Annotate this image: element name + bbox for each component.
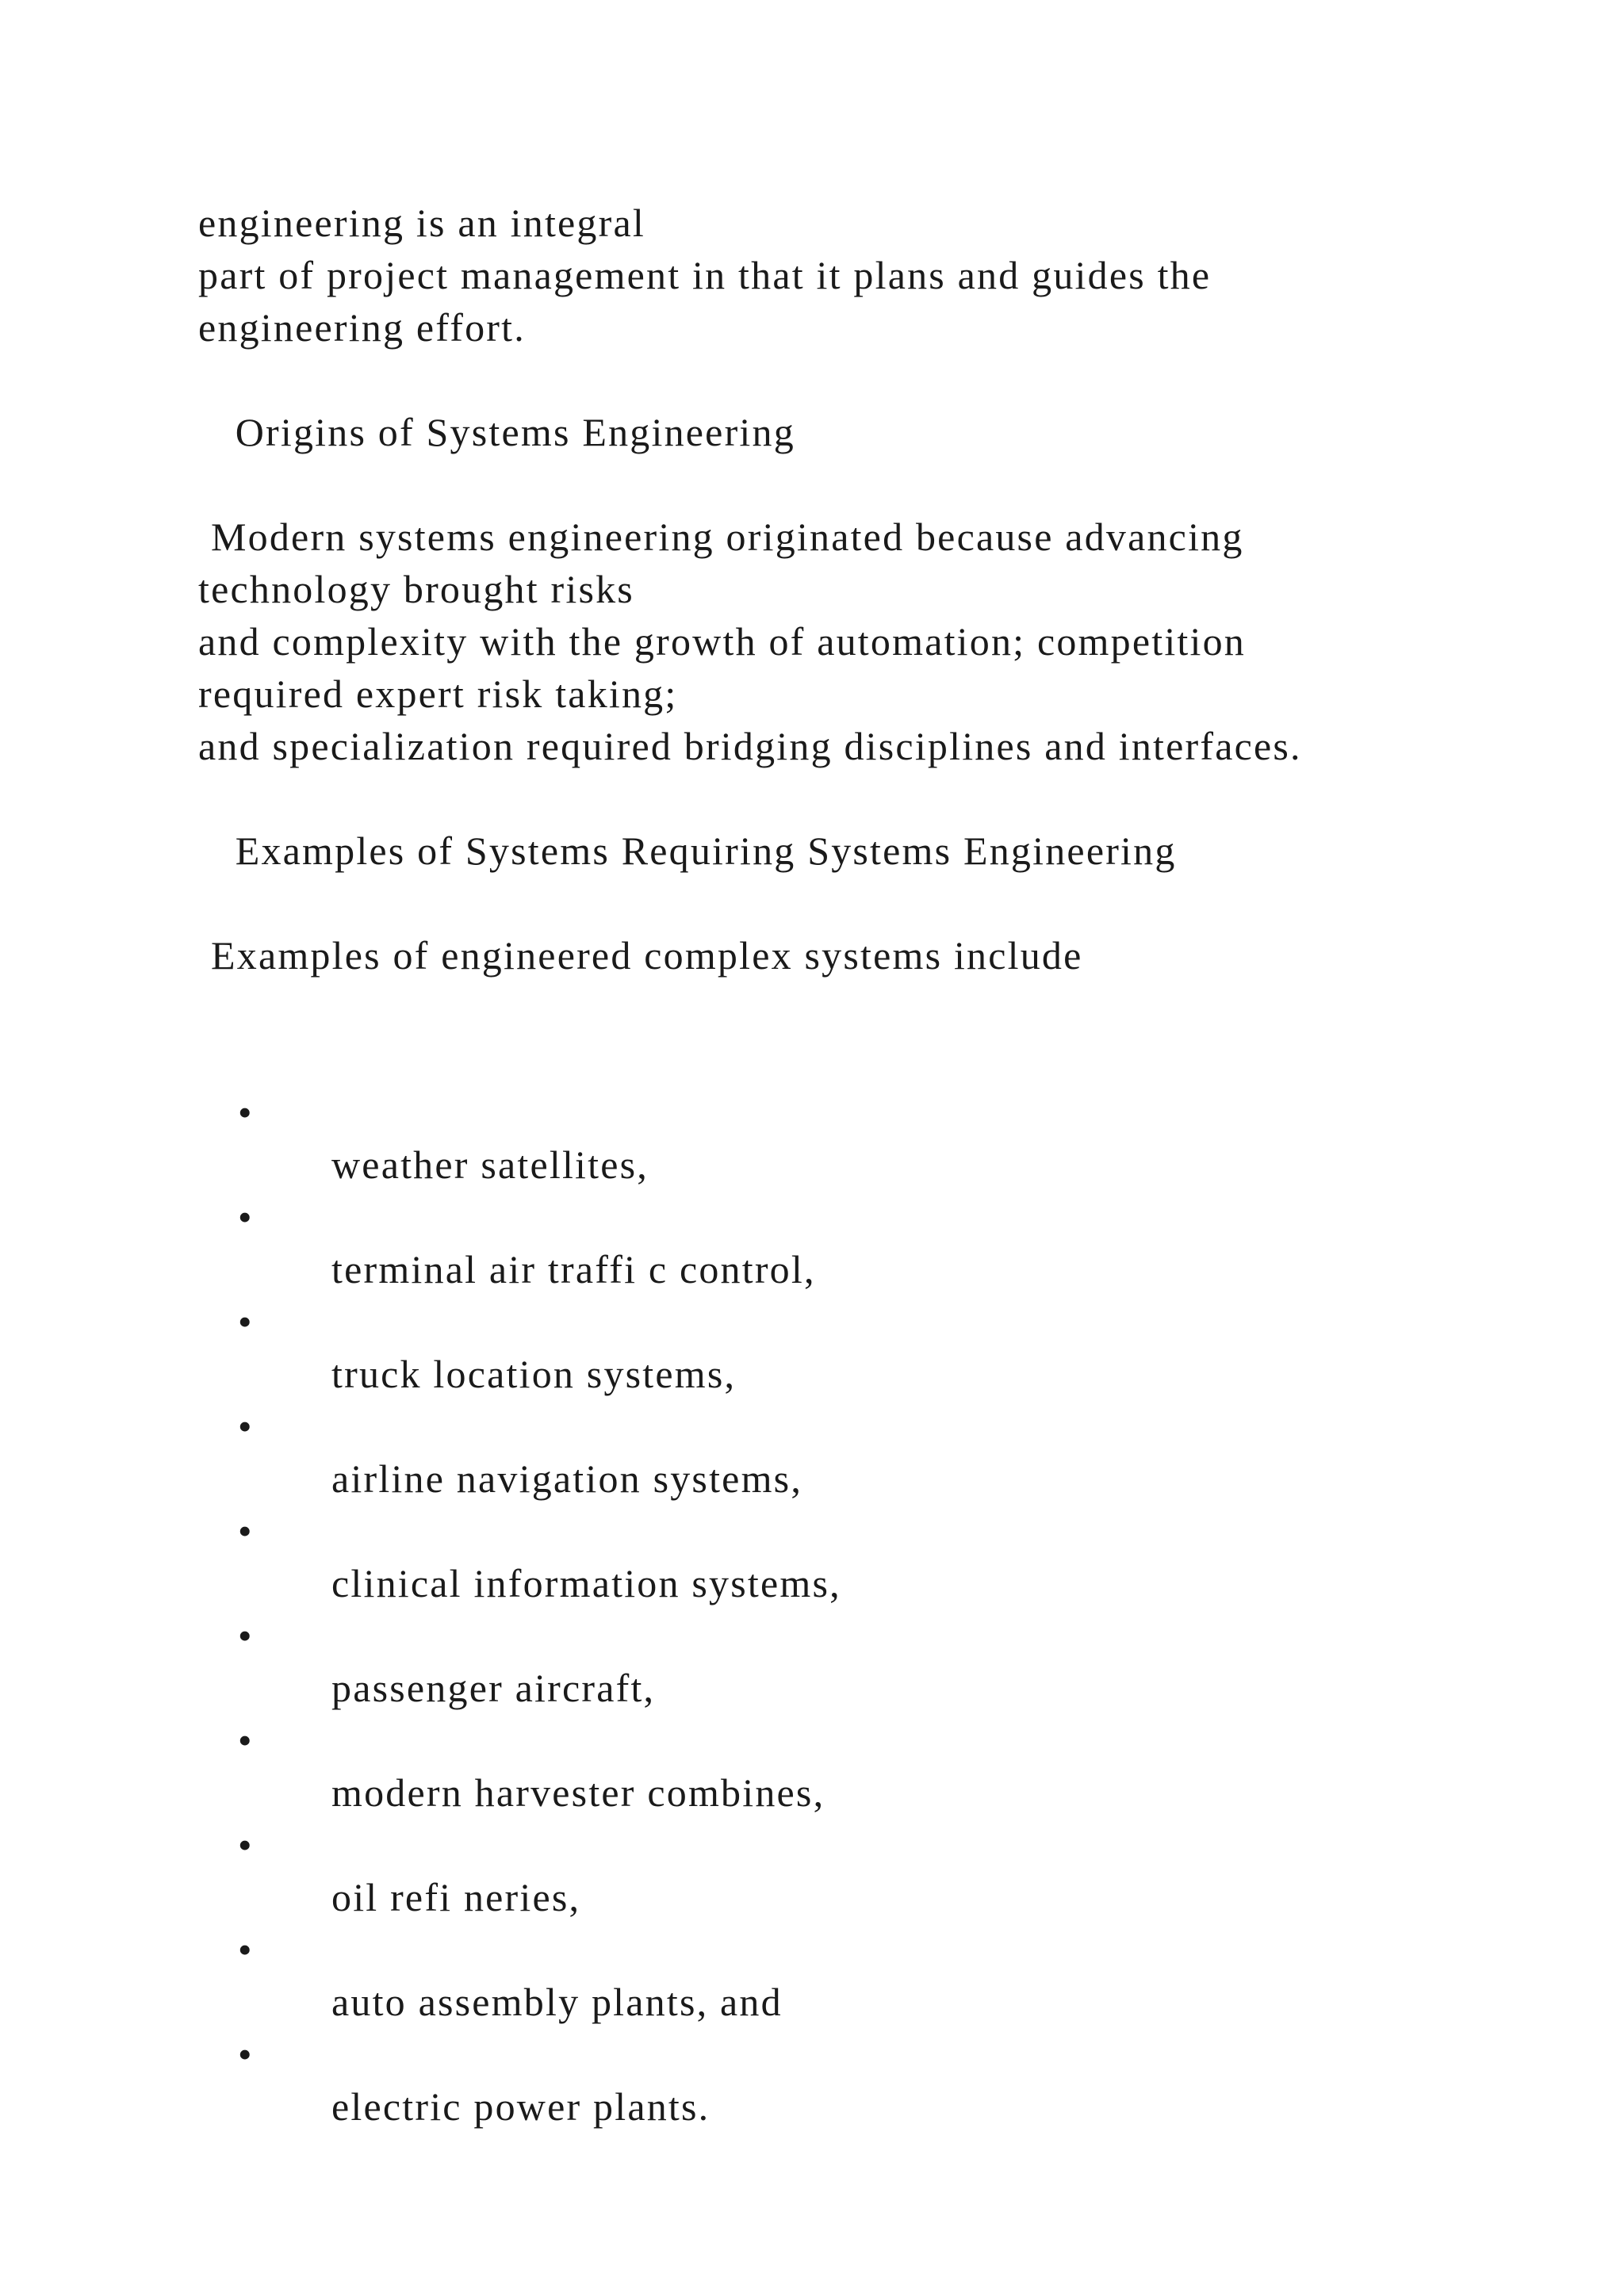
list-item-text: modern harvester combines, [331,1770,825,1815]
list-item-text: terminal air traffi c control, [331,1247,816,1292]
list-item-text: auto assembly plants, and [331,1980,783,2024]
list-item-text: weather satellites, [331,1142,649,1187]
bullet-icon: • [238,1404,254,1448]
bullet-icon: • [238,1195,254,1239]
list-item [0,1034,649,1187]
bullet-icon: • [238,2032,254,2076]
bullet-icon: • [238,1090,254,1135]
bullet-icon: • [238,1718,254,1762]
list-item-text: electric power plants. [331,2084,710,2129]
paragraph-line: required expert risk taking; [198,672,678,716]
paragraph-line: engineering effort. [198,305,526,350]
bullet-icon: • [238,1613,254,1658]
list-item-text: truck location systems, [331,1352,737,1396]
paragraph-line: and complexity with the growth of automation; competition [198,619,1247,664]
list-item-text: clinical information systems, [331,1561,841,1605]
bullet-icon: • [238,1823,254,1867]
list-item-text: airline navigation systems, [331,1456,803,1501]
section-heading-examples: Examples of Systems Requiring Systems Engineering [224,828,1177,873]
paragraph-line: part of project management in that it plans and guides the [198,253,1212,297]
bullet-icon: • [238,1509,254,1553]
bullet-icon: • [238,1927,254,1972]
examples-intro: Examples of engineered complex systems include [211,933,1083,978]
paragraph-line: engineering is an integral [198,201,645,245]
paragraph-line: and specialization required bridging disciplines and interfaces. [198,724,1302,768]
paragraph-line: technology brought risks [198,567,634,611]
paragraph-line: Modern systems engineering originated because advancing [211,515,1244,559]
bullet-icon: • [238,1299,254,1344]
section-heading-origins: Origins of Systems Engineering [224,410,795,454]
list-item-text: oil refi neries, [331,1875,581,1919]
list-item-text: passenger aircraft, [331,1666,656,1710]
